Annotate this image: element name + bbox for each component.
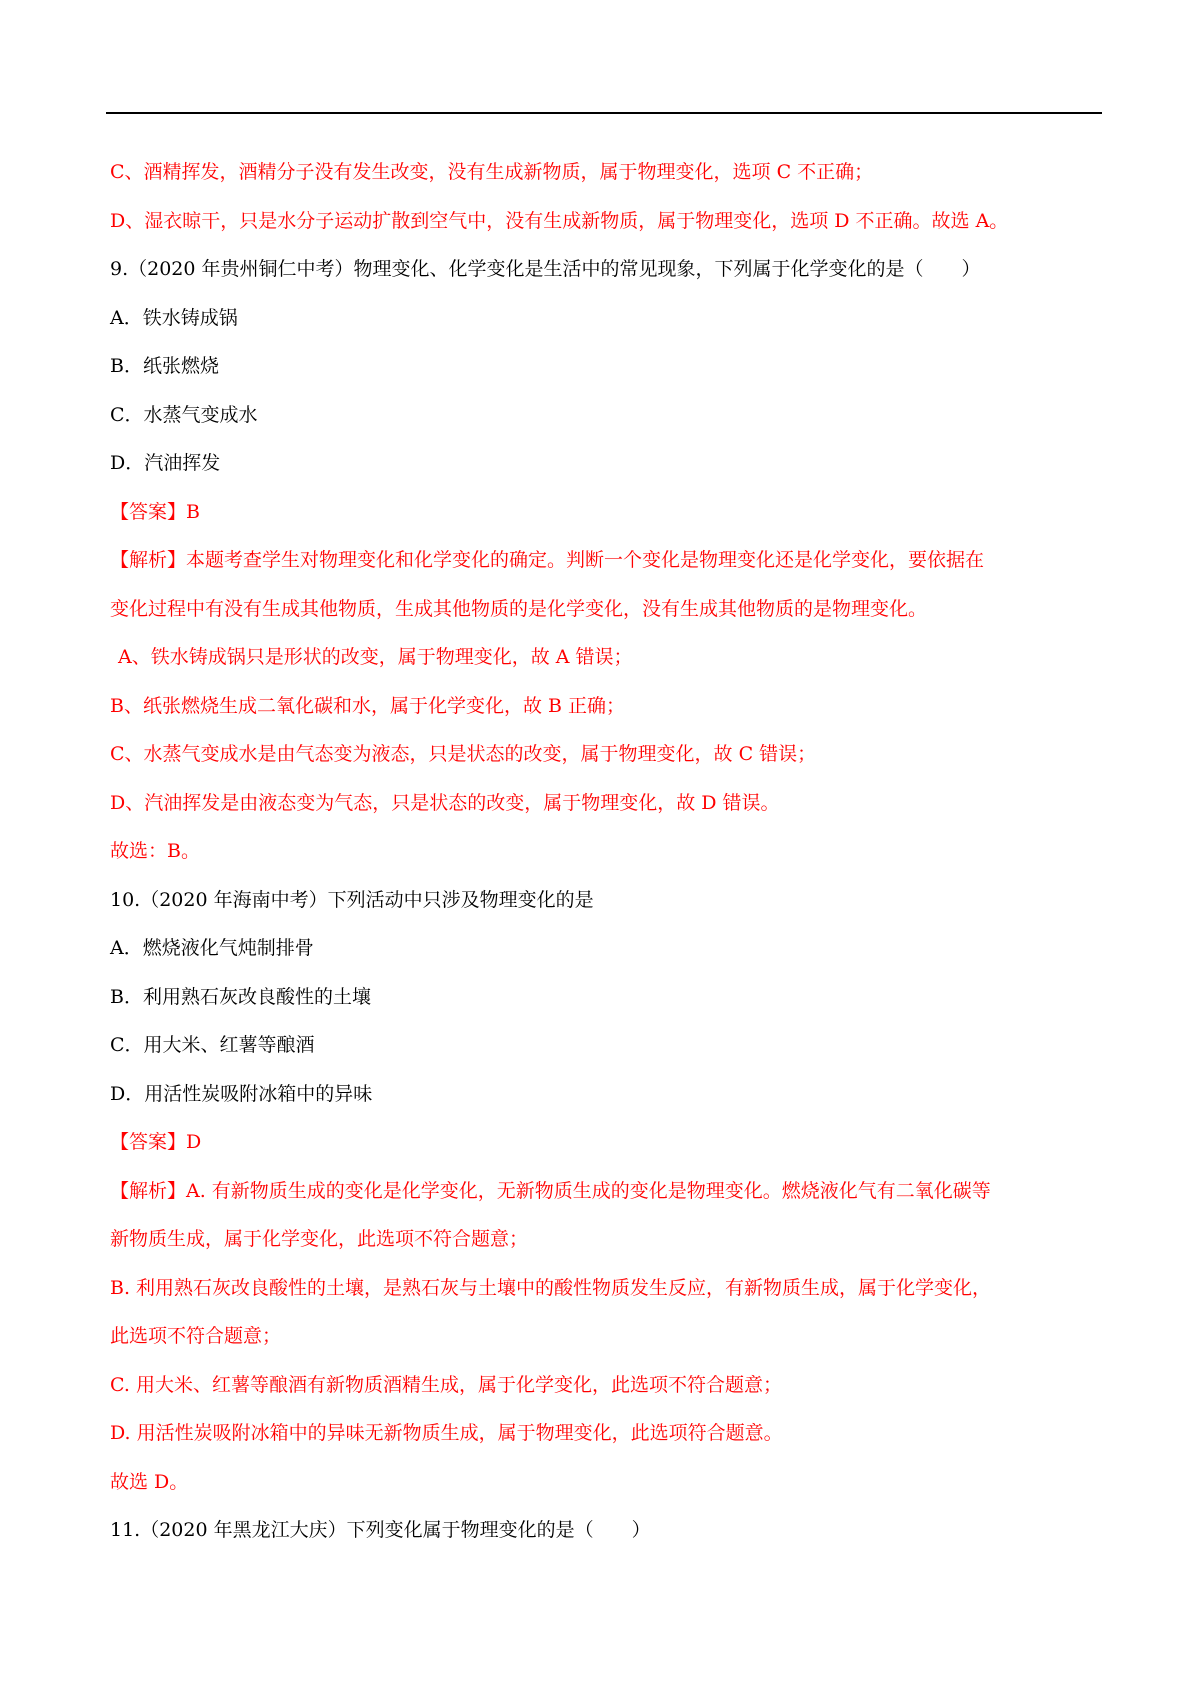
question-10-answer: 【答案】D — [110, 1131, 202, 1153]
question-11-stem: 11.（2020 年黑龙江大庆）下列变化属于物理变化的是（ ） — [110, 1519, 651, 1541]
question-9-answer: 【答案】B — [110, 500, 200, 523]
question-10-analysis: C. 用大米、红薯等酿酒有新物质酒精生成，属于化学变化，此选项不符合题意； — [110, 1373, 782, 1396]
question-9-analysis: A、铁水铸成锅只是形状的改变，属于物理变化，故 A 错误； — [118, 646, 633, 668]
question-10-analysis: D. 用活性炭吸附冰箱中的异味无新物质生成，属于物理变化，此选项符合题意。 — [110, 1422, 783, 1444]
question-9-option-b: B．纸张燃烧 — [110, 355, 219, 377]
question-10-analysis: B. 利用熟石灰改良酸性的土壤，是熟石灰与土壤中的酸性物质发生反应，有新物质生成，属于化学变化， — [110, 1276, 992, 1299]
question-9-option-d: D．汽油挥发 — [110, 452, 221, 474]
question-10-analysis: 新物质生成，属于化学变化，此选项不符合题意； — [110, 1228, 529, 1250]
question-9-stem: 9.（2020 年贵州铜仁中考）物理变化、化学变化是生活中的常见现象，下列属于化学变化的是（ ） — [110, 258, 981, 280]
question-10-conclusion: 故选 D。 — [110, 1470, 189, 1493]
document-body — [110, 148, 1102, 1555]
question-9-conclusion: 故选：B。 — [110, 840, 200, 862]
question-9-option-a: A．铁水铸成锅 — [110, 306, 238, 329]
question-10-option-c: C．用大米、红薯等酿酒 — [110, 1034, 315, 1056]
question-10-option-a: A．燃烧液化气炖制排骨 — [110, 937, 314, 959]
question-9-option-c: C．水蒸气变成水 — [110, 403, 258, 426]
question-10-option-b: B．利用熟石灰改良酸性的土壤 — [110, 985, 371, 1008]
question-9-analysis: B、纸张燃烧生成二氧化碳和水，属于化学变化，故 B 正确； — [110, 694, 626, 717]
question-10-analysis: 此选项不符合题意； — [110, 1325, 282, 1347]
question-10-analysis: 【解析】A. 有新物质生成的变化是化学变化，无新物质生成的变化是物理变化。燃烧液化气有二氧化碳等 — [110, 1179, 991, 1202]
question-9-analysis: D、汽油挥发是由液态变为气态，只是状态的改变，属于物理变化，故 D 错误。 — [110, 791, 780, 814]
question-9-analysis: 变化过程中有没有生成其他物质，生成其他物质的是化学变化，没有生成其他物质的是物理变化。 — [110, 597, 928, 620]
header-rule — [106, 112, 1102, 114]
analysis-line: C、酒精挥发，酒精分子没有发生改变，没有生成新物质，属于物理变化，选项 C 不正确； — [110, 161, 874, 183]
analysis-line: D、湿衣晾干，只是水分子运动扩散到空气中，没有生成新物质，属于物理变化，选项 D 不正确。故选 A。 — [110, 209, 1009, 232]
question-9-analysis: C、水蒸气变成水是由气态变为液态，只是状态的改变，属于物理变化，故 C 错误； — [110, 743, 817, 765]
question-10-stem: 10.（2020 年海南中考）下列活动中只涉及物理变化的是 — [110, 888, 594, 911]
question-9-analysis: 【解析】本题考查学生对物理变化和化学变化的确定。判断一个变化是物理变化还是化学变化，要依据在 — [110, 549, 985, 571]
question-10-option-d: D．用活性炭吸附冰箱中的异味 — [110, 1082, 373, 1105]
